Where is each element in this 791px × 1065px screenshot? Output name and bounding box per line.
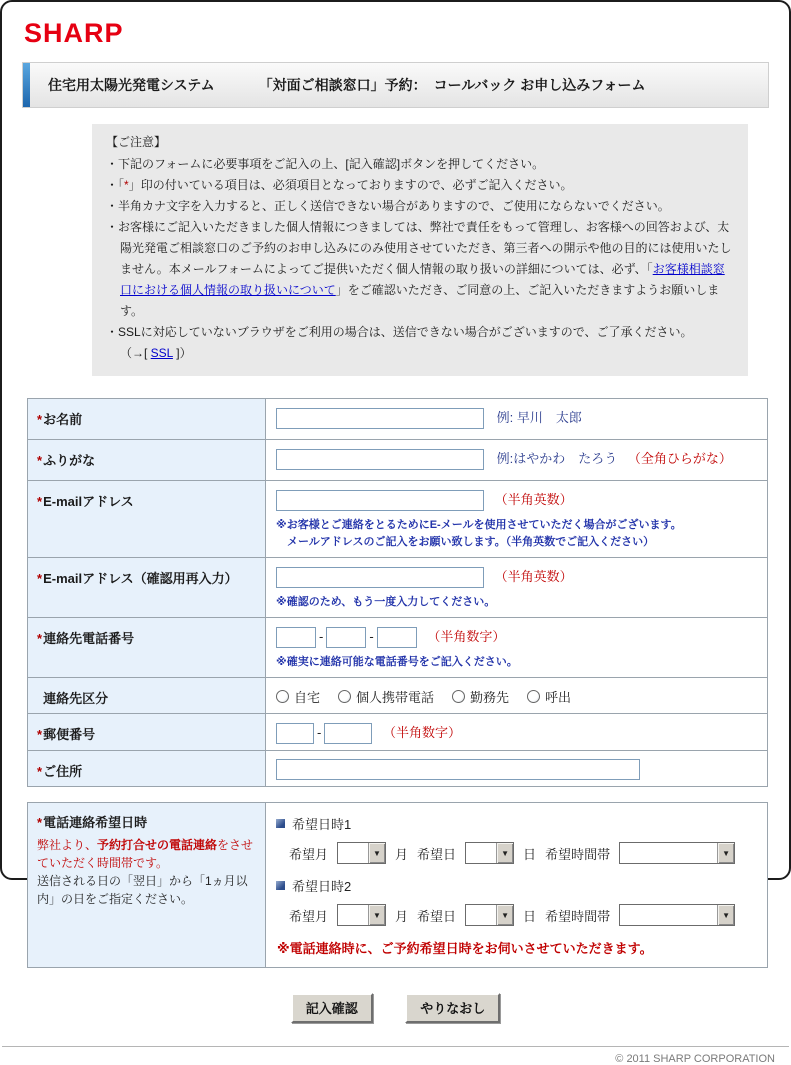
required-mark: *	[37, 494, 43, 509]
day-label: 希望日	[417, 908, 457, 924]
form-row-email-confirm	[28, 558, 768, 618]
dropdown-arrow-icon[interactable]: ▼	[717, 843, 734, 863]
required-mark: *	[37, 453, 43, 468]
radio-icon[interactable]	[452, 690, 465, 703]
form-row-address	[28, 751, 768, 787]
phone-input-1[interactable]	[276, 627, 316, 648]
phone-input-3[interactable]	[377, 627, 417, 648]
schedule-desc-red: 弊社より、予約打合せの電話連絡をさせていただく時間帯です。	[37, 837, 254, 870]
name-example: 例: 早川 太郎	[496, 410, 582, 425]
header-accent-bar	[23, 63, 30, 107]
time-label: 希望時間帯	[545, 908, 611, 924]
day-label: 希望日	[417, 846, 457, 862]
radio-icon[interactable]	[276, 690, 289, 703]
radio-icon[interactable]	[338, 690, 351, 703]
email-confirm-note: ※確認のため、もう一度入力してください。	[276, 596, 496, 609]
action-buttons	[2, 993, 789, 1023]
notice-item: ・下記のフォームに必要事項をご記入の上、[記入確認]ボタンを押してください。	[106, 157, 545, 171]
bullet-square-icon	[276, 881, 285, 890]
dropdown-arrow-icon[interactable]: ▼	[368, 905, 385, 925]
notice-item: ・お客様にご記入いただきました個人情報につきましては、弊社で責任をもって管理し、お客様への回答および、太陽光発電ご相談窓口のご予約のお申し込みにのみ使用させていただき、第三者への開示や他の目的には使用いたしません。本メールフォームによってご提供いただく個人情報の取り扱いの詳細については、必ず、「お客様相談窓口における個人情報の取り扱いについて」をご確認いただき、ご同意の上、ご記入いただきますようお願いします。	[106, 220, 732, 318]
phone-input-2[interactable]	[326, 627, 366, 648]
kana-input[interactable]	[276, 449, 484, 470]
required-mark: *	[37, 412, 43, 427]
required-mark: *	[37, 727, 43, 743]
postal-format-hint: （半角数字）	[382, 725, 461, 741]
required-mark: *	[124, 178, 129, 192]
required-mark: *	[37, 764, 43, 780]
page-header	[22, 62, 769, 108]
dropdown-arrow-icon[interactable]: ▼	[496, 843, 513, 863]
ssl-link[interactable]: SSL	[150, 346, 173, 360]
time-select-1[interactable]	[619, 842, 735, 864]
ssl-note-line: （→[ SSL ]）	[120, 346, 192, 360]
contact-type-radio-group	[276, 686, 757, 706]
name-input[interactable]	[276, 408, 484, 429]
dropdown-arrow-icon[interactable]: ▼	[717, 905, 734, 925]
radio-work[interactable]: 勤務先	[452, 687, 509, 706]
schedule-group-1-header	[276, 814, 757, 833]
form-row-postal: *郵便番号 - （半角数字）	[28, 714, 768, 751]
address-label: ご住所	[43, 764, 83, 780]
day-suffix: 日	[523, 908, 537, 924]
privacy-policy-link[interactable]: お客様相談窓口における個人情報の取り扱いについて	[120, 262, 725, 297]
radio-mobile[interactable]: 個人携帯電話	[338, 687, 434, 706]
postal-input-2[interactable]	[324, 723, 372, 744]
notice-item: ・「*」印の付いている項目は、必須項目となっておりますので、必ずご記入ください。	[106, 178, 573, 192]
form-row-kana	[28, 440, 768, 481]
postal-label: 郵便番号	[43, 727, 96, 743]
email-format-hint: （半角英数）	[494, 492, 573, 507]
footer	[2, 1046, 789, 1065]
day-select-2[interactable]	[465, 904, 514, 926]
redo-button[interactable]: やりなおし	[405, 993, 500, 1023]
schedule-table	[27, 802, 768, 968]
kana-format-hint: （全角ひらがな）	[627, 451, 732, 466]
email-input[interactable]	[276, 490, 484, 511]
email-label: E-mailアドレス	[43, 494, 134, 509]
required-mark: *	[37, 571, 43, 587]
radio-page[interactable]: 呼出	[527, 687, 571, 706]
phone-note: ※確実に連絡可能な電話番号をご記入ください。	[276, 656, 518, 669]
email-confirm-format-hint: （半角英数）	[494, 569, 573, 585]
schedule-label: 電話連絡希望日時	[43, 815, 148, 831]
notice-box	[92, 124, 748, 376]
email-confirm-input[interactable]	[276, 567, 484, 588]
kana-example: 例:はやかわ たろう	[496, 451, 618, 466]
form-row-contact-type	[28, 678, 768, 714]
month-suffix: 月	[395, 908, 409, 924]
day-suffix: 日	[523, 846, 537, 862]
main-form-table	[27, 398, 768, 787]
kana-label: ふりがな	[43, 453, 96, 468]
time-label: 希望時間帯	[545, 846, 611, 862]
radio-home[interactable]: 自宅	[276, 687, 320, 706]
bullet-square-icon	[276, 819, 285, 828]
notice-item: ・半角カナ文字を入力すると、正しく送信できない場合がありますので、ご使用にならないでください。	[106, 199, 670, 213]
page-title: 「対面ご相談窓口」予約： コールバック お申し込みフォーム	[258, 77, 646, 93]
schedule-group-2-header	[276, 876, 757, 895]
month-select-1[interactable]	[337, 842, 386, 864]
form-row-name	[28, 399, 768, 440]
phone-format-hint: （半角数字）	[427, 629, 506, 645]
schedule-group-1-fields	[289, 842, 757, 864]
schedule-row	[28, 803, 768, 968]
month-select-2[interactable]	[337, 904, 386, 926]
phone-label: 連絡先電話番号	[43, 631, 135, 647]
time-select-2[interactable]	[619, 904, 735, 926]
copyright-text: © 2011 SHARP CORPORATION	[615, 1053, 775, 1065]
schedule-note: ※電話連絡時に、ご予約希望日時をお伺いさせていただきます。	[277, 941, 653, 957]
system-name: 住宅用太陽光発電システム	[48, 77, 215, 93]
form-row-email	[28, 481, 768, 558]
schedule-group-2-fields	[289, 904, 757, 926]
confirm-button[interactable]: 記入確認	[291, 993, 373, 1023]
postal-input-1[interactable]	[276, 723, 314, 744]
month-suffix: 月	[395, 846, 409, 862]
email-note: ※お客様とご連絡をとるためにE-メールを使用させていただく場合がございます。 メールアドレスのご記入をお願い致します。（半角英数でご記入ください）	[276, 519, 682, 549]
month-label: 希望月	[289, 846, 329, 862]
day-select-1[interactable]	[465, 842, 514, 864]
schedule-group-2-title: 希望日時2	[292, 879, 352, 895]
contact-type-label: 連絡先区分	[43, 691, 109, 707]
month-label: 希望月	[289, 908, 329, 924]
dropdown-arrow-icon[interactable]: ▼	[496, 905, 513, 925]
required-mark: *	[37, 815, 43, 831]
address-input[interactable]	[276, 759, 640, 780]
schedule-desc: 送信される日の「翌日」から「1ヵ月以内」の日をご指定ください。	[37, 873, 248, 906]
email-confirm-label: E-mailアドレス（確認用再入力）	[43, 571, 238, 587]
schedule-group-1-title: 希望日時1	[292, 817, 352, 833]
required-mark: *	[37, 631, 43, 647]
sharp-logo: SHARP	[24, 18, 124, 48]
notice-title: 【ご注意】	[106, 135, 167, 149]
notice-item: ・SSLに対応していないブラウザをご利用の場合は、送信できない場合がございますので、ご了承ください。	[106, 325, 693, 339]
radio-icon[interactable]	[527, 690, 540, 703]
dropdown-arrow-icon[interactable]: ▼	[368, 843, 385, 863]
name-label: お名前	[43, 412, 83, 427]
form-row-phone: *連絡先電話番号 - - （半角数字） ※確実に連絡可能な電話番号をご記入ください。	[28, 618, 768, 678]
